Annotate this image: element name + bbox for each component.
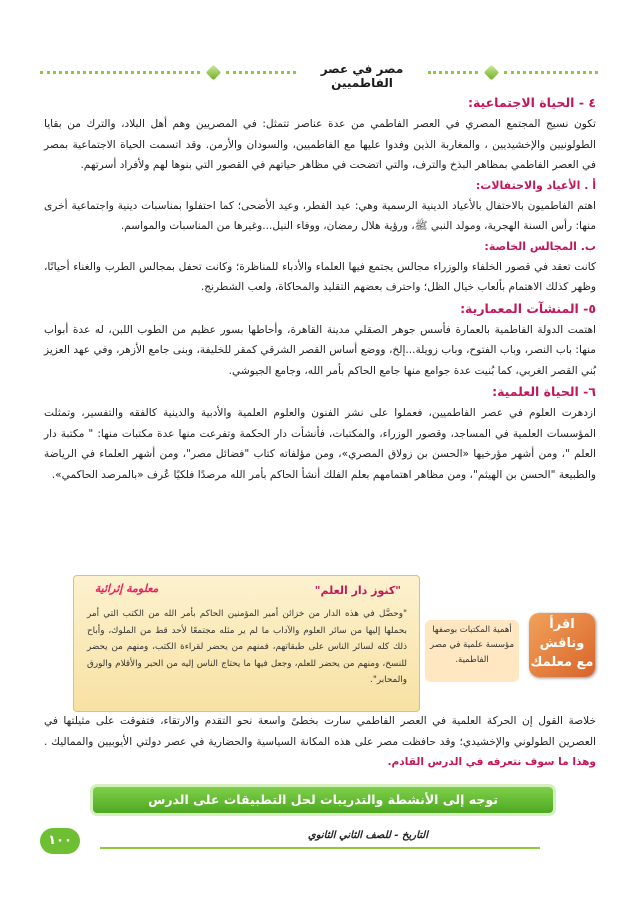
page-number: ١٠٠ [40, 828, 80, 854]
social-life-heading: ٤ - الحياة الاجتماعية: [467, 95, 596, 110]
private-councils-heading: ب. المجالس الخاصة: [484, 239, 596, 253]
header-dots-mid-left [226, 71, 296, 74]
header-title: مصر في عصر الفاطميين [320, 62, 404, 90]
scroll-quote: "وحصَّل في هذه الدار من خزائن أمير المؤمنين الحاكم بأمر الله من الكتب التي أمر بحملها إليها من سائر العلوم والآداب ما لم ير مثله مجتمعًا لأحد قط من الملوك، وأباح ذلك كله لسائر الناس على طبقاتهم، فمنهم من يحضر لقراءة الكتب، ومنهم من يحضر للنسخ، ومنهم من يحضر للعلم، وجعل فيها ما يحتاج الناس إليه من الحبر والأقلام والورق والمحابر". [87, 609, 407, 685]
read-discuss-note: أهمية المكتبات بوصفها مؤسسة علمية في مصر الفاطمية. [425, 620, 519, 682]
header-gem-icon [206, 65, 222, 81]
enrichment-box [75, 575, 605, 710]
festivals-text: اهتم الفاطميون بالاحتفال بالأعياد الدينية الرسمية وهي: عيد الفطر، وعيد الأضحى؛ كما احتفلوا بمناسبات دينية واجتماعية أخرى منها: رأس السنة الهجرية، ومولد النبي ﷺ، ورؤية هلال رمضان، ووفاء النيل...وغيرها من المناسبات والمواسم. [44, 199, 596, 232]
social-life-text: تكون نسيج المجتمع المصري في العصر الفاطمي من عدة عناصر تتمثل: في المصريين وهم أهل البلاد، والترك من بقايا الطولونيين والإخشيديين ، والمغاربة الذين وفدوا عليها مع الفاطميين، والسودان والأرمن. وقد اتسمت الحياة الاجتماعية بمصر في العصر الفاطمي بمظاهر البذخ والترف، والتي اتضحت في مظاهر حياتهم في القصور التي بنوها لهم ولأفراد أسرتهم. [44, 118, 596, 171]
footer-text: التاريخ - للصف الثاني الثانوي [307, 830, 428, 841]
enrichment-scroll [73, 575, 420, 712]
header-dots-right [504, 71, 598, 74]
header-dots-left [40, 71, 200, 74]
enrichment-badge: معلومة إثرائية [94, 582, 159, 595]
main-content [44, 92, 596, 485]
header-dots-mid-right [428, 71, 478, 74]
private-councils-text: كانت تعقد في قصور الخلفاء والوزراء مجالس يجتمع فيها العلماء والأدباء للمناظرة؛ وكانت تحفل بمجالس الطرب والغناء أحيانًا، وظهر كذلك الاهتمام بألعاب خيال الظل؛ واحترف بعضهم التقليد والمحاكاة، ولعب الشطرنج. [44, 260, 596, 293]
page-header [40, 62, 598, 90]
activities-banner: توجه إلى الأنشطة والتدريبات لحل التطبيقات على الدرس [93, 787, 553, 813]
conclusion-highlight: وهذا ما سوف نتعرفه في الدرس القادم. [387, 756, 596, 768]
read-discuss-badge: اقرأ وناقش مع معلمك [529, 613, 595, 677]
page-footer [40, 826, 600, 866]
footer-line [100, 847, 540, 849]
conclusion [44, 711, 596, 773]
architecture-heading: ٥- المنشآت المعمارية: [460, 300, 596, 316]
scroll-header [94, 582, 401, 597]
science-heading: ٦- الحياة العلمية: [492, 384, 596, 399]
science-text: ازدهرت العلوم في عصر الفاطميين، فعملوا على نشر الفنون والعلوم العلمية والأدبية والدينية كالفقه والتفسير، وتمثلت المؤسسات العلمية في المساجد، وقصور الوزراء، والمكتبات، فأنشأت دار الحكمة وتفرعت منها عدة مكتبات منها: " مكتبة دار العلم "، ومن أشهر مؤرخيها «الحسن بن زولاق المصري»، ومن مؤلفاته كتاب "فضائل مصر"، ومن أشهر العلماء في الرياضة والطبيعة "الحسن بن الهيثم"، ومن مظاهر اهتمامهم بعلم الفلك أنشأ الحاكم بأمر الله مرصدًا فلكيًا عُرف «بالمرصد الحاكمي». [44, 407, 596, 481]
festivals-heading: أ . الأعياد والاحتفالات: [475, 178, 596, 192]
conclusion-text: خلاصة القول إن الحركة العلمية في العصر الفاطمي سارت بخطىً واسعة نحو التقدم والارتقاء، فتفوقت على مثيلتها في العصرين الطولوني والإخشيدي؛ وقد حافظت مصر على هذه المكانة السياسية والحضارية في عصر دولتي الأيوبيين والمماليك . [44, 715, 596, 748]
scroll-title: "كنوز دار العلم" [314, 584, 401, 597]
architecture-text: اهتمت الدولة الفاطمية بالعمارة فأسس جوهر الصقلي مدينة القاهرة، وأحاطها بسور عظيم من الطوب اللبن، له عدة أبواب منها: باب النصر، وباب الفتوح، وباب زويلة...إلخ، ووضع أساس القصر الشرقي كمقر للخليفة، وبنى جامع الأزهر، وفي عهد العزيز بُني القصر الغربي، كما بُنيت عدة جوامع منها جامع الحاكم بأمر الله، وجامع الجيوشي. [44, 323, 596, 377]
header-gem-icon-right [484, 65, 500, 81]
